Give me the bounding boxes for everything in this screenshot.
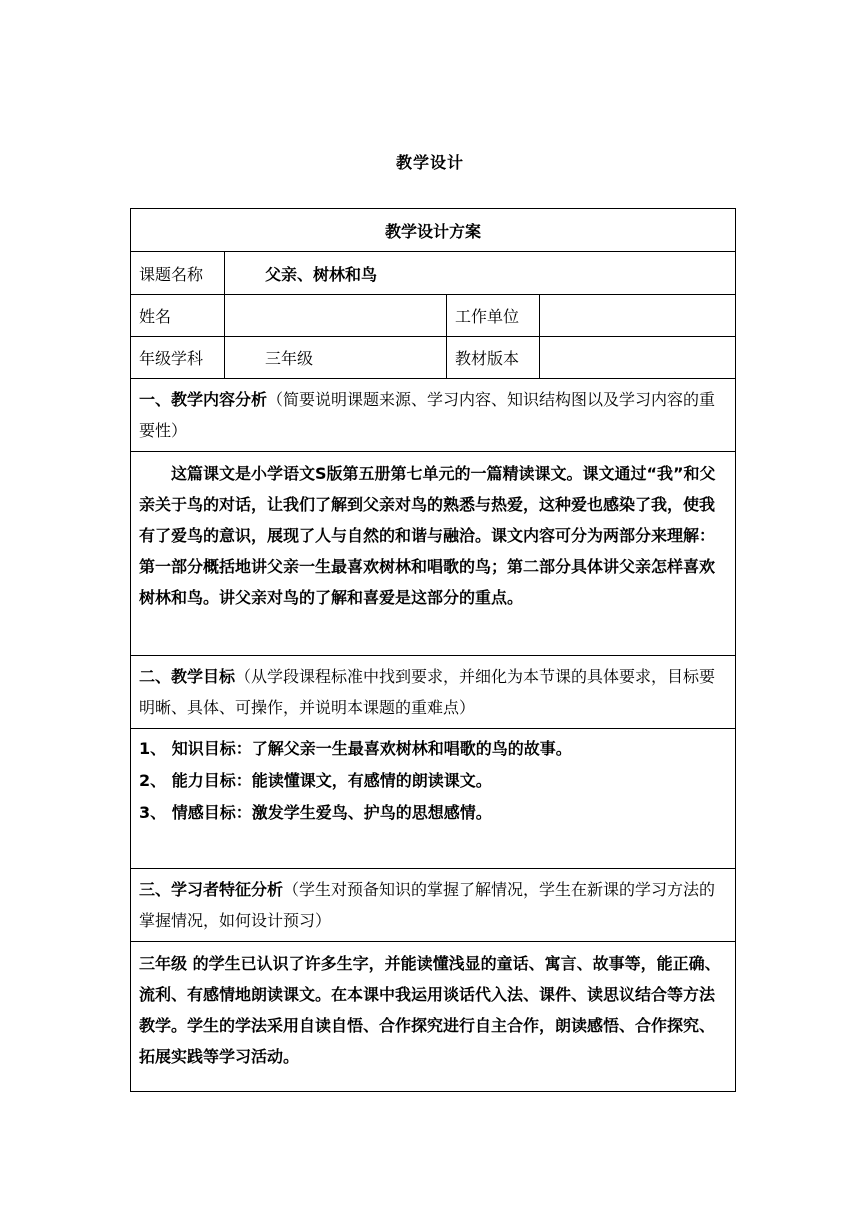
topic-label: 课题名称	[131, 252, 225, 295]
section1-heading: 一、教学内容分析	[139, 390, 268, 409]
goal-item: 2、 能力目标：能读懂课文，有感情的朗读课文。	[139, 771, 492, 790]
section2-header-row	[131, 656, 736, 729]
topic-value: 父亲、树林和鸟	[225, 252, 736, 295]
name-value	[225, 295, 447, 337]
section3-heading: 三、学习者特征分析	[139, 880, 284, 899]
table-title: 教学设计方案	[131, 209, 736, 252]
grade-label: 年级学科	[131, 337, 225, 379]
document-title: 教学设计	[395, 153, 464, 172]
section3-header-row	[131, 869, 736, 942]
textbook-label: 教材版本	[447, 337, 540, 379]
goal-item: 3、 情感目标：激发学生爱鸟、护鸟的思想感情。	[139, 803, 492, 822]
section1-header	[131, 379, 736, 452]
section2-header	[131, 656, 736, 729]
section1-body: 这篇课文是小学语文S版第五册第七单元的一篇精读课文。课文通过“我”和父亲关于鸟的对话，让我们了解到父亲对鸟的熟悉与热爱，这种爱也感染了我，使我有了爱鸟的意识，展现了人与自然的和谐与融洽。课文内容可分为两部分来理解：第一部分概括地讲父亲一生最喜欢树林和唱歌的鸟；第二部分具体讲父亲怎样喜欢树林和鸟。讲父亲对鸟的了解和喜爱是这部分的重点。	[131, 452, 736, 656]
textbook-value	[540, 337, 736, 379]
section3-header	[131, 869, 736, 942]
section3-body-row	[131, 942, 736, 1092]
section2-goals-row	[131, 729, 736, 869]
section2-note: （从学段课程标准中找到要求，并细化为本节课的具体要求，目标要明晰、具体、可操作，并说明本课题的重难点）	[139, 667, 716, 717]
section1-header-row	[131, 379, 736, 452]
grade-value: 三年级	[225, 337, 447, 379]
goals-list	[131, 729, 736, 869]
section3-note: （学生对预备知识的掌握了解情况，学生在新课的学习方法的掌握情况，如何设计预习）	[139, 880, 716, 930]
table-title-row	[131, 209, 736, 252]
name-row	[131, 295, 736, 337]
section3-body: 三年级 的学生已认识了许多生字，并能读懂浅显的童话、寓言、故事等，能正确、流利、有感情地朗读课文。在本课中我运用谈话代入法、课件、读思议结合等方法教学。学生的学法采用自读自悟、合作探究进行自主合作，朗读感悟、合作探究、拓展实践等学习活动。	[131, 942, 736, 1092]
section1-body-row	[131, 452, 736, 656]
topic-row	[131, 252, 736, 295]
grade-row	[131, 337, 736, 379]
section1-note: （简要说明课题来源、学习内容、知识结构图以及学习内容的重要性）	[139, 390, 716, 440]
lesson-plan-table	[130, 208, 736, 1092]
section2-heading: 二、教学目标	[139, 667, 236, 686]
name-label: 姓名	[131, 295, 225, 337]
unit-value	[540, 295, 736, 337]
goal-item: 1、 知识目标：了解父亲一生最喜欢树林和唱歌的鸟的故事。	[139, 739, 572, 758]
unit-label: 工作单位	[447, 295, 540, 337]
